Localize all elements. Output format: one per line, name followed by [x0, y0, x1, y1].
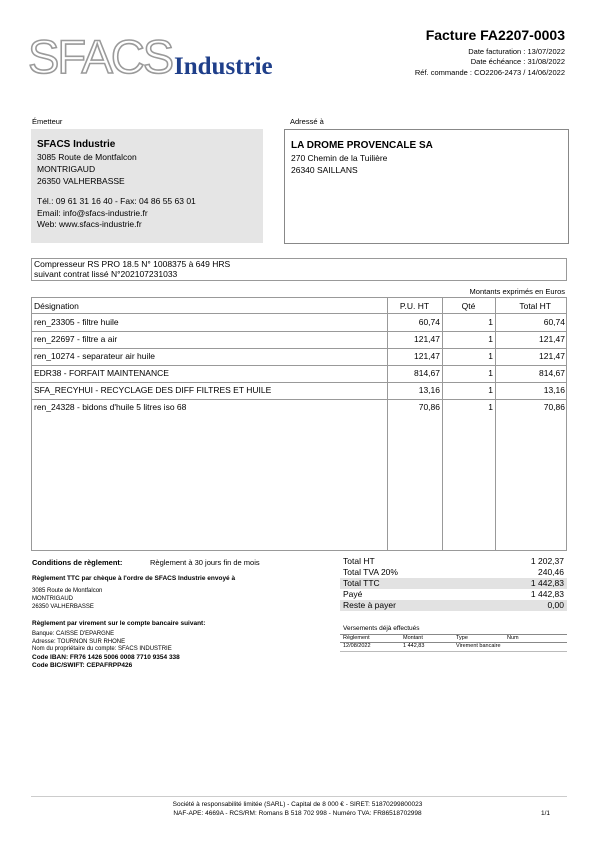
table-row-total: 121,47	[539, 334, 565, 344]
emetteur-web[interactable]: Web: www.sfacs-industrie.fr	[37, 219, 142, 229]
date-echeance: Date échéance : 31/08/2022	[470, 57, 565, 66]
header-qty: Qté	[461, 301, 476, 311]
total-ht-value: 1 202,37	[530, 556, 564, 566]
table-row-pu: 60,74	[418, 317, 440, 327]
paye-label: Payé	[343, 589, 363, 599]
table-row-qty: 1	[488, 351, 493, 361]
emetteur-zip: 26350 VALHERBASSE	[37, 176, 125, 186]
footer-line2: NAF-APE: 4669A - RCS/RM: Romans B 518 702 998 - Numéro TVA: FR86518702998	[173, 810, 422, 817]
table-row-designation: ren_24328 - bidons d'huile 5 litres iso 68	[34, 402, 187, 412]
table-row-pu: 70,86	[418, 402, 440, 412]
invoice-title: Facture FA2207-0003	[425, 27, 565, 43]
ref-commande: Réf. commande : CO2206-2473 / 14/06/2022	[414, 68, 565, 77]
reste-value: 0,00	[547, 600, 564, 610]
virement-bic: Code BIC/SWIFT: CEPAFRPP426	[32, 662, 133, 669]
reste-label: Reste à payer	[343, 600, 396, 610]
reste-row	[340, 600, 567, 611]
emetteur-tel: Tél.: 09 61 31 16 40 - Fax: 04 86 55 63 01	[37, 196, 196, 206]
paye-value: 1 442,83	[530, 589, 564, 599]
emetteur-city: MONTRIGAUD	[37, 164, 96, 174]
subject-line1: Compresseur RS PRO 18.5 N° 1008375 à 649 HRS	[34, 259, 231, 269]
versements-divider-top	[340, 634, 567, 635]
emetteur-name: SFACS Industrie	[37, 139, 116, 150]
table-row-designation: ren_22697 - filtre a air	[34, 334, 118, 344]
company-logo	[28, 32, 290, 82]
table-row-qty: 1	[488, 402, 493, 412]
table-row-total: 814,67	[539, 368, 565, 378]
table-row-total: 70,86	[543, 402, 565, 412]
items-table	[31, 297, 567, 551]
destinataire-name: LA DROME PROVENCALE SA	[291, 140, 433, 151]
virement-proprio: Nom du propriétaire du compte: SFACS INDUSTRIE	[32, 646, 172, 652]
table-row-pu: 814,67	[414, 368, 440, 378]
destinataire-address: 270 Chemin de la Tuilière	[291, 153, 388, 163]
versement-montant: 1 442,83	[403, 643, 425, 649]
total-ht-label: Total HT	[343, 556, 375, 566]
footer-divider	[31, 796, 567, 797]
footer-line1: Société à responsabilité limitée (SARL) - Capital de 8 000 € - SIRET: 51870299800023	[172, 801, 423, 808]
conditions-value: Règlement à 30 jours fin de mois	[150, 558, 260, 567]
header-pu: P.U. HT	[399, 301, 430, 311]
table-row-qty: 1	[488, 385, 493, 395]
table-row-designation: EDR38 - FORFAIT MAINTENANCE	[34, 368, 169, 378]
virement-adresse: Adresse: TOURNON SUR RHONE	[32, 639, 126, 645]
table-row-qty: 1	[488, 317, 493, 327]
emetteur-box	[31, 129, 263, 243]
versements-header-montant: Montant	[403, 635, 423, 641]
total-tva-row	[340, 567, 567, 578]
header-total: Total HT	[519, 301, 551, 311]
table-row-qty: 1	[488, 334, 493, 344]
table-row-qty: 1	[488, 368, 493, 378]
versements-divider-bottom	[340, 651, 567, 652]
destinataire-box	[284, 129, 569, 244]
destinataire-label: Adressé à	[290, 117, 324, 126]
logo-industrie-text: Industrie	[174, 53, 273, 80]
emetteur-label: Émetteur	[32, 117, 63, 126]
page-number: 1/1	[540, 810, 550, 817]
total-ttc-row	[340, 578, 567, 589]
cheque-zip: 26350 VALHERBASSE	[32, 604, 94, 610]
subject-line2: suivant contrat lissé N°202107231033	[34, 269, 178, 279]
total-ht-row	[340, 556, 567, 567]
versements-header-num: Num	[507, 635, 519, 641]
subject-box	[31, 258, 567, 281]
table-row-designation: SFA_RECYHUI - RECYCLAGE DES DIFF FILTRES ET HUILE	[34, 385, 272, 395]
versements-header-type: Type	[456, 635, 468, 641]
table-row-pu: 13,16	[418, 385, 440, 395]
versements-divider-mid	[340, 642, 567, 643]
table-row-total: 60,74	[543, 317, 565, 327]
total-tva-value: 240,46	[538, 567, 564, 577]
cheque-city: MONTRIGAUD	[32, 596, 73, 602]
emetteur-email[interactable]: Email: info@sfacs-industrie.fr	[37, 208, 148, 218]
date-facturation: Date facturation : 13/07/2022	[468, 47, 565, 56]
virement-iban: Code IBAN: FR76 1426 5006 0008 7710 9354 338	[32, 654, 180, 661]
versements-header-reglement: Règlement	[343, 635, 370, 641]
total-ttc-label: Total TTC	[343, 578, 380, 588]
table-row-total: 13,16	[543, 385, 565, 395]
cheque-title: Règlement TTC par chèque à l'ordre de SFACS Industrie envoyé à	[32, 575, 236, 582]
table-row-designation: ren_23305 - filtre huile	[34, 317, 119, 327]
virement-title: Règlement par virement sur le compte bancaire suivant:	[32, 620, 206, 627]
conditions-label: Conditions de règlement:	[32, 558, 123, 567]
versement-date: 12/08/2022	[343, 643, 371, 649]
total-ttc-value: 1 442,83	[530, 578, 564, 588]
header-designation: Désignation	[34, 301, 79, 311]
cheque-address: 3085 Route de Montfalcon	[32, 588, 103, 594]
table-row-pu: 121,47	[414, 334, 440, 344]
versements-title: Versements déjà effectués	[343, 625, 420, 632]
table-row-designation: ren_10274 - separateur air huile	[34, 351, 155, 361]
virement-banque: Banque: CAISSE D'EPARGNE	[32, 631, 115, 637]
destinataire-zip: 26340 SAILLANS	[291, 165, 358, 175]
currency-note: Montants exprimés en Euros	[469, 287, 565, 296]
emetteur-address: 3085 Route de Montfalcon	[37, 152, 137, 162]
logo-sfacs-text: SFACS	[28, 30, 173, 83]
table-row-pu: 121,47	[414, 351, 440, 361]
table-row-total: 121,47	[539, 351, 565, 361]
versement-type: Virement bancaire	[456, 643, 501, 649]
paye-row	[340, 589, 567, 600]
total-tva-label: Total TVA 20%	[343, 567, 398, 577]
